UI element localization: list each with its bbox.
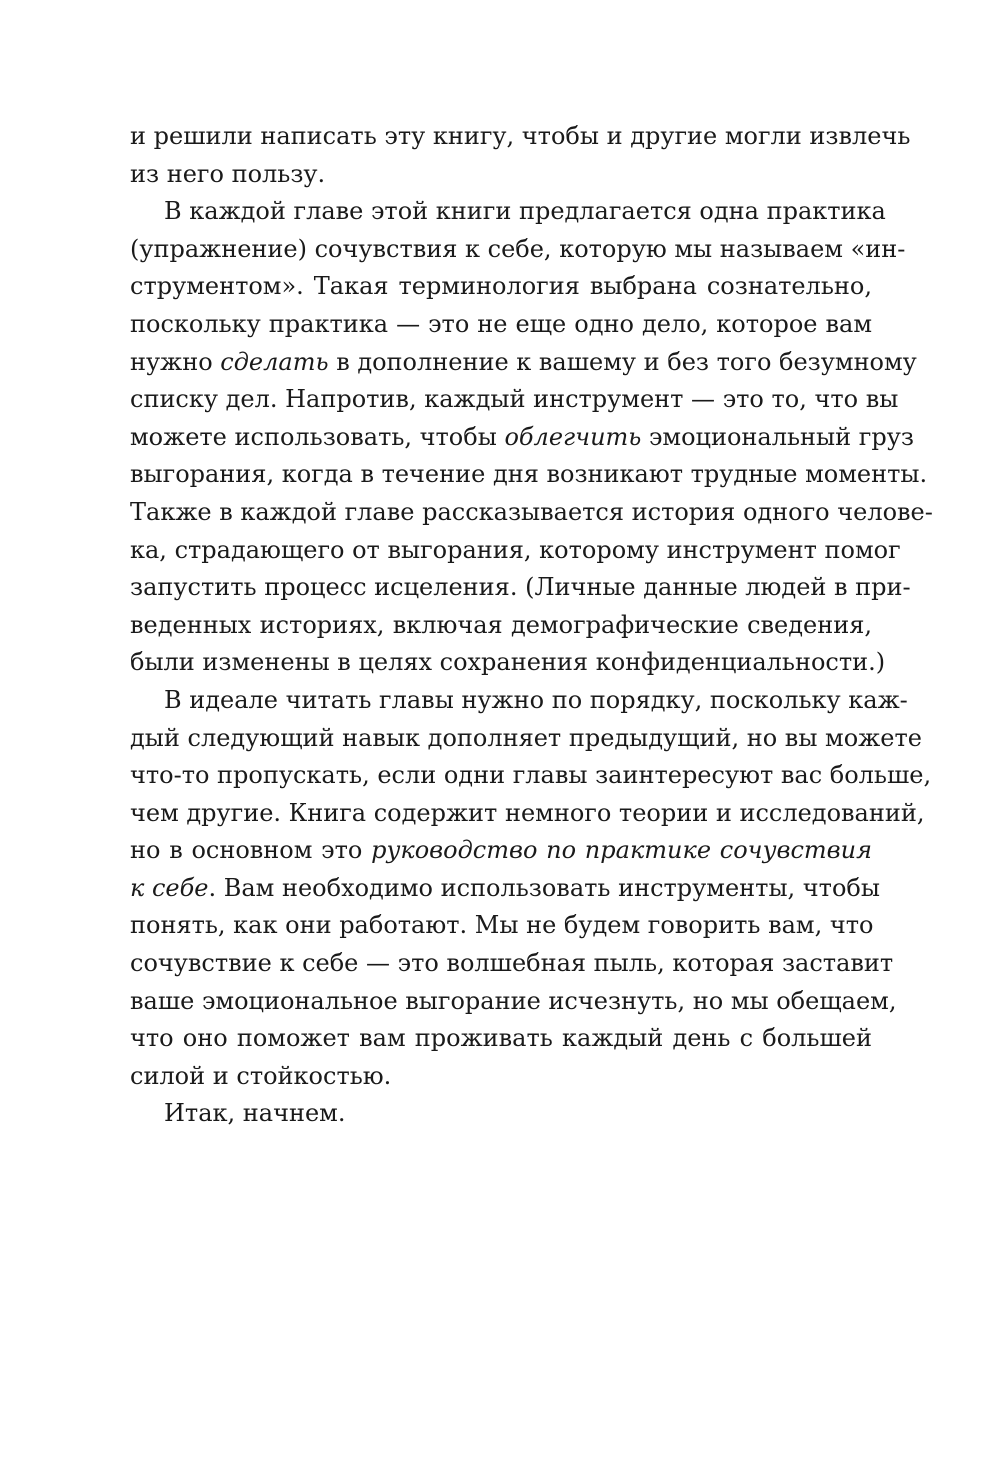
paragraph [130, 118, 911, 193]
text-line [130, 156, 872, 194]
italic-segment: сделать [220, 347, 329, 376]
text-line [130, 983, 897, 1021]
text-segment: сочувствие к себе — это волшебная пыль, которая заставит [130, 949, 894, 978]
text-line [130, 419, 914, 457]
text-line [130, 644, 886, 682]
text-line [130, 268, 872, 306]
text-line [130, 344, 917, 382]
text-segment: эмоциональный груз [641, 422, 914, 451]
text-line [130, 1095, 872, 1133]
text-line [130, 231, 906, 269]
text-line [130, 532, 901, 570]
text-segment: что-то пропускать, если одни главы заинтересуют вас больше, [130, 761, 932, 790]
text-segment: чем другие. Книга содержит немного теории и исследований, [130, 798, 925, 827]
text-segment: Итак, начнем. [164, 1099, 346, 1128]
text-segment: списку дел. Напротив, каждый инструмент — это то, что вы [130, 385, 899, 414]
text-line [130, 832, 872, 870]
text-line [130, 945, 894, 983]
body-text [130, 118, 933, 1133]
text-line [130, 1020, 872, 1058]
text-segment: и решили написать эту книгу, чтобы и другие могли извлечь [130, 122, 911, 150]
text-segment: что оно поможет вам проживать каждый день с большей [130, 1024, 872, 1053]
text-segment: ваше эмоциональное выгорание исчезнуть, но мы обещаем, [130, 986, 897, 1015]
text-segment: Также в каждой главе рассказывается история одного челове- [130, 497, 933, 526]
text-segment: В идеале читать главы нужно по порядку, поскольку каж- [164, 685, 908, 714]
text-segment: понять, как они работают. Мы не будем говорить вам, что [130, 911, 874, 940]
text-segment: из него пользу. [130, 159, 326, 188]
text-line [130, 569, 911, 607]
text-segment: выгорания, когда в течение дня возникают трудные моменты. [130, 460, 928, 489]
paragraph [130, 193, 933, 682]
text-segment: веденных историях, включая демографические сведения, [130, 610, 872, 639]
italic-segment: руководство по практике сочувствия [371, 836, 872, 865]
text-line [130, 795, 925, 833]
text-segment: поскольку практика — это не еще одно дело, которое вам [130, 309, 872, 338]
text-line [130, 193, 886, 231]
text-line [130, 757, 932, 795]
text-line [130, 456, 928, 494]
text-segment: но в основном это [130, 836, 372, 865]
text-segment: были изменены в целях сохранения конфиденциальности.) [130, 648, 886, 677]
text-line [130, 306, 872, 344]
text-segment: (упражнение) сочувствия к себе, которую мы называем «ин- [130, 234, 906, 263]
text-segment: в дополнение к вашему и без того безумному [328, 347, 917, 376]
italic-segment: к себе [130, 873, 209, 902]
text-line [130, 118, 911, 156]
text-line [130, 494, 933, 532]
text-line [130, 381, 899, 419]
text-line [130, 607, 872, 645]
text-segment: нужно [130, 347, 221, 376]
text-segment: можете использовать, чтобы [130, 422, 505, 451]
text-segment: силой и стойкостью. [130, 1061, 392, 1090]
paragraph [130, 1095, 872, 1133]
text-segment: запустить процесс исцеления. (Личные данные людей в при- [130, 573, 911, 602]
text-line [130, 907, 872, 945]
italic-segment: облегчить [504, 422, 642, 451]
text-segment: струментом». Такая терминология выбрана сознательно, [130, 272, 872, 301]
text-line [130, 1058, 872, 1096]
text-line [130, 870, 880, 908]
text-line [130, 682, 908, 720]
paragraph [130, 682, 932, 1096]
text-segment: дый следующий навык дополняет предыдущий, но вы можете [130, 723, 922, 752]
text-line [130, 720, 922, 758]
text-segment: ка, страдающего от выгорания, которому инструмент помог [130, 535, 901, 564]
text-segment: . Вам необходимо использовать инструменты, чтобы [208, 873, 880, 902]
text-segment: В каждой главе этой книги предлагается одна практика [164, 197, 886, 226]
